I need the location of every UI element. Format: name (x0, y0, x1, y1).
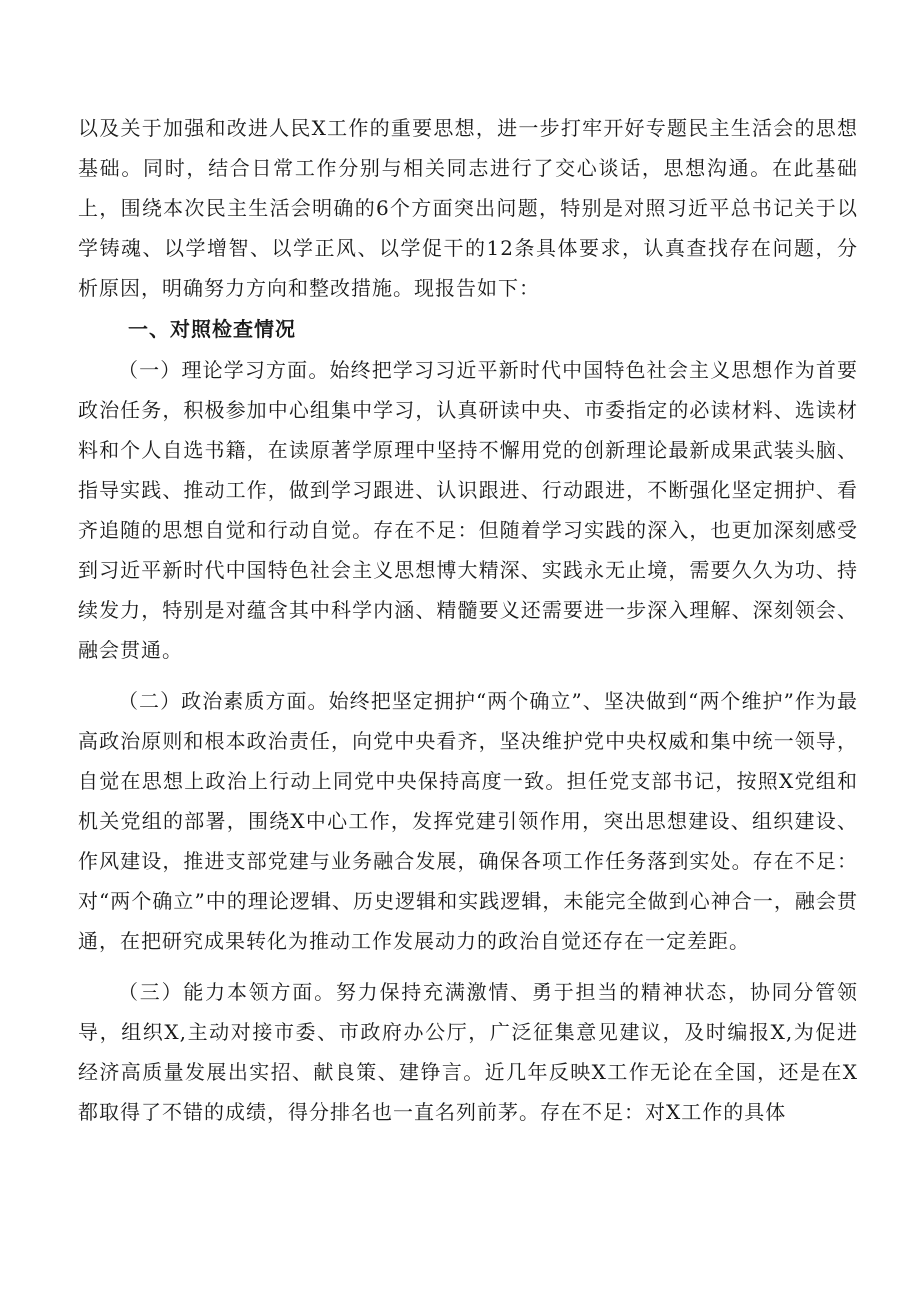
paragraph-spacer (78, 670, 858, 681)
ability-paragraph: （三）能力本领方面。努力保持充满激情、勇于担当的精神状态，协同分管领导，组织X,主动对接市委、市政府办公厅，广泛征集意见建议，及时编报X,为促进经济高质量发展出实招、献良策、建铮言。近几年反映X工作无论在全国，还是在X都取得了不错的成绩，得分排名也一直名列前茅。存在不足：对X工作的具体 (78, 980, 858, 1124)
theory-study-paragraph: （一）理论学习方面。始终把学习习近平新时代中国特色社会主义思想作为首要政治任务，积极参加中心组集中学习，认真研读中央、市委指定的必读材料、选读材料和个人自选书籍，在读原著学原理中坚持不懈用党的创新理论最新成果武装头脑、指导实践、推动工作，做到学习跟进、认识跟进、行动跟进，不断强化坚定拥护、看齐追随的思想自觉和行动自觉。存在不足：但随着学习实践的深入，也更加深刻感受到习近平新时代中国特色社会主义思想博大精深、实践永无止境，需要久久为功、持续发力，特别是对蕴含其中科学内涵、精髓要义还需要进一步深入理解、深刻领会、融会贯通。 (78, 358, 858, 662)
intro-paragraph: 以及关于加强和改进人民X工作的重要思想，进一步打牢开好专题民主生活会的思想基础。同时，结合日常工作分别与相关同志进行了交心谈话，思想沟通。在此基础上，围绕本次民主生活会明确的6个方面突出问题，特别是对照习近平总书记关于以学铸魂、以学增智、以学正风、以学促干的12条具体要求，认真查找存在问题，分析原因，明确努力方向和整改措施。现报告如下： (78, 116, 858, 300)
section-heading: 一、对照检查情况 (128, 317, 296, 341)
political-quality-paragraph: （二）政治素质方面。始终把坚定拥护“两个确立”、坚决做到“两个维护”作为最高政治原则和根本政治责任，向党中央看齐，坚决维护党中央权威和集中统一领导，自觉在思想上政治上行动上同党中央保持高度一致。担任党支部书记，按照X党组和机关党组的部署，围绕X中心工作，发挥党建引领作用，突出思想建设、组织建设、作风建设，推进支部党建与业务融合发展，确保各项工作任务落到实处。存在不足：对“两个确立”中的理论逻辑、历史逻辑和实践逻辑，未能完全做到心神合一，融会贯通，在把研究成果转化为推动工作发展动力的政治自觉还存在一定差距。 (78, 689, 858, 953)
paragraph-spacer (78, 961, 858, 972)
document-page (78, 108, 858, 1132)
